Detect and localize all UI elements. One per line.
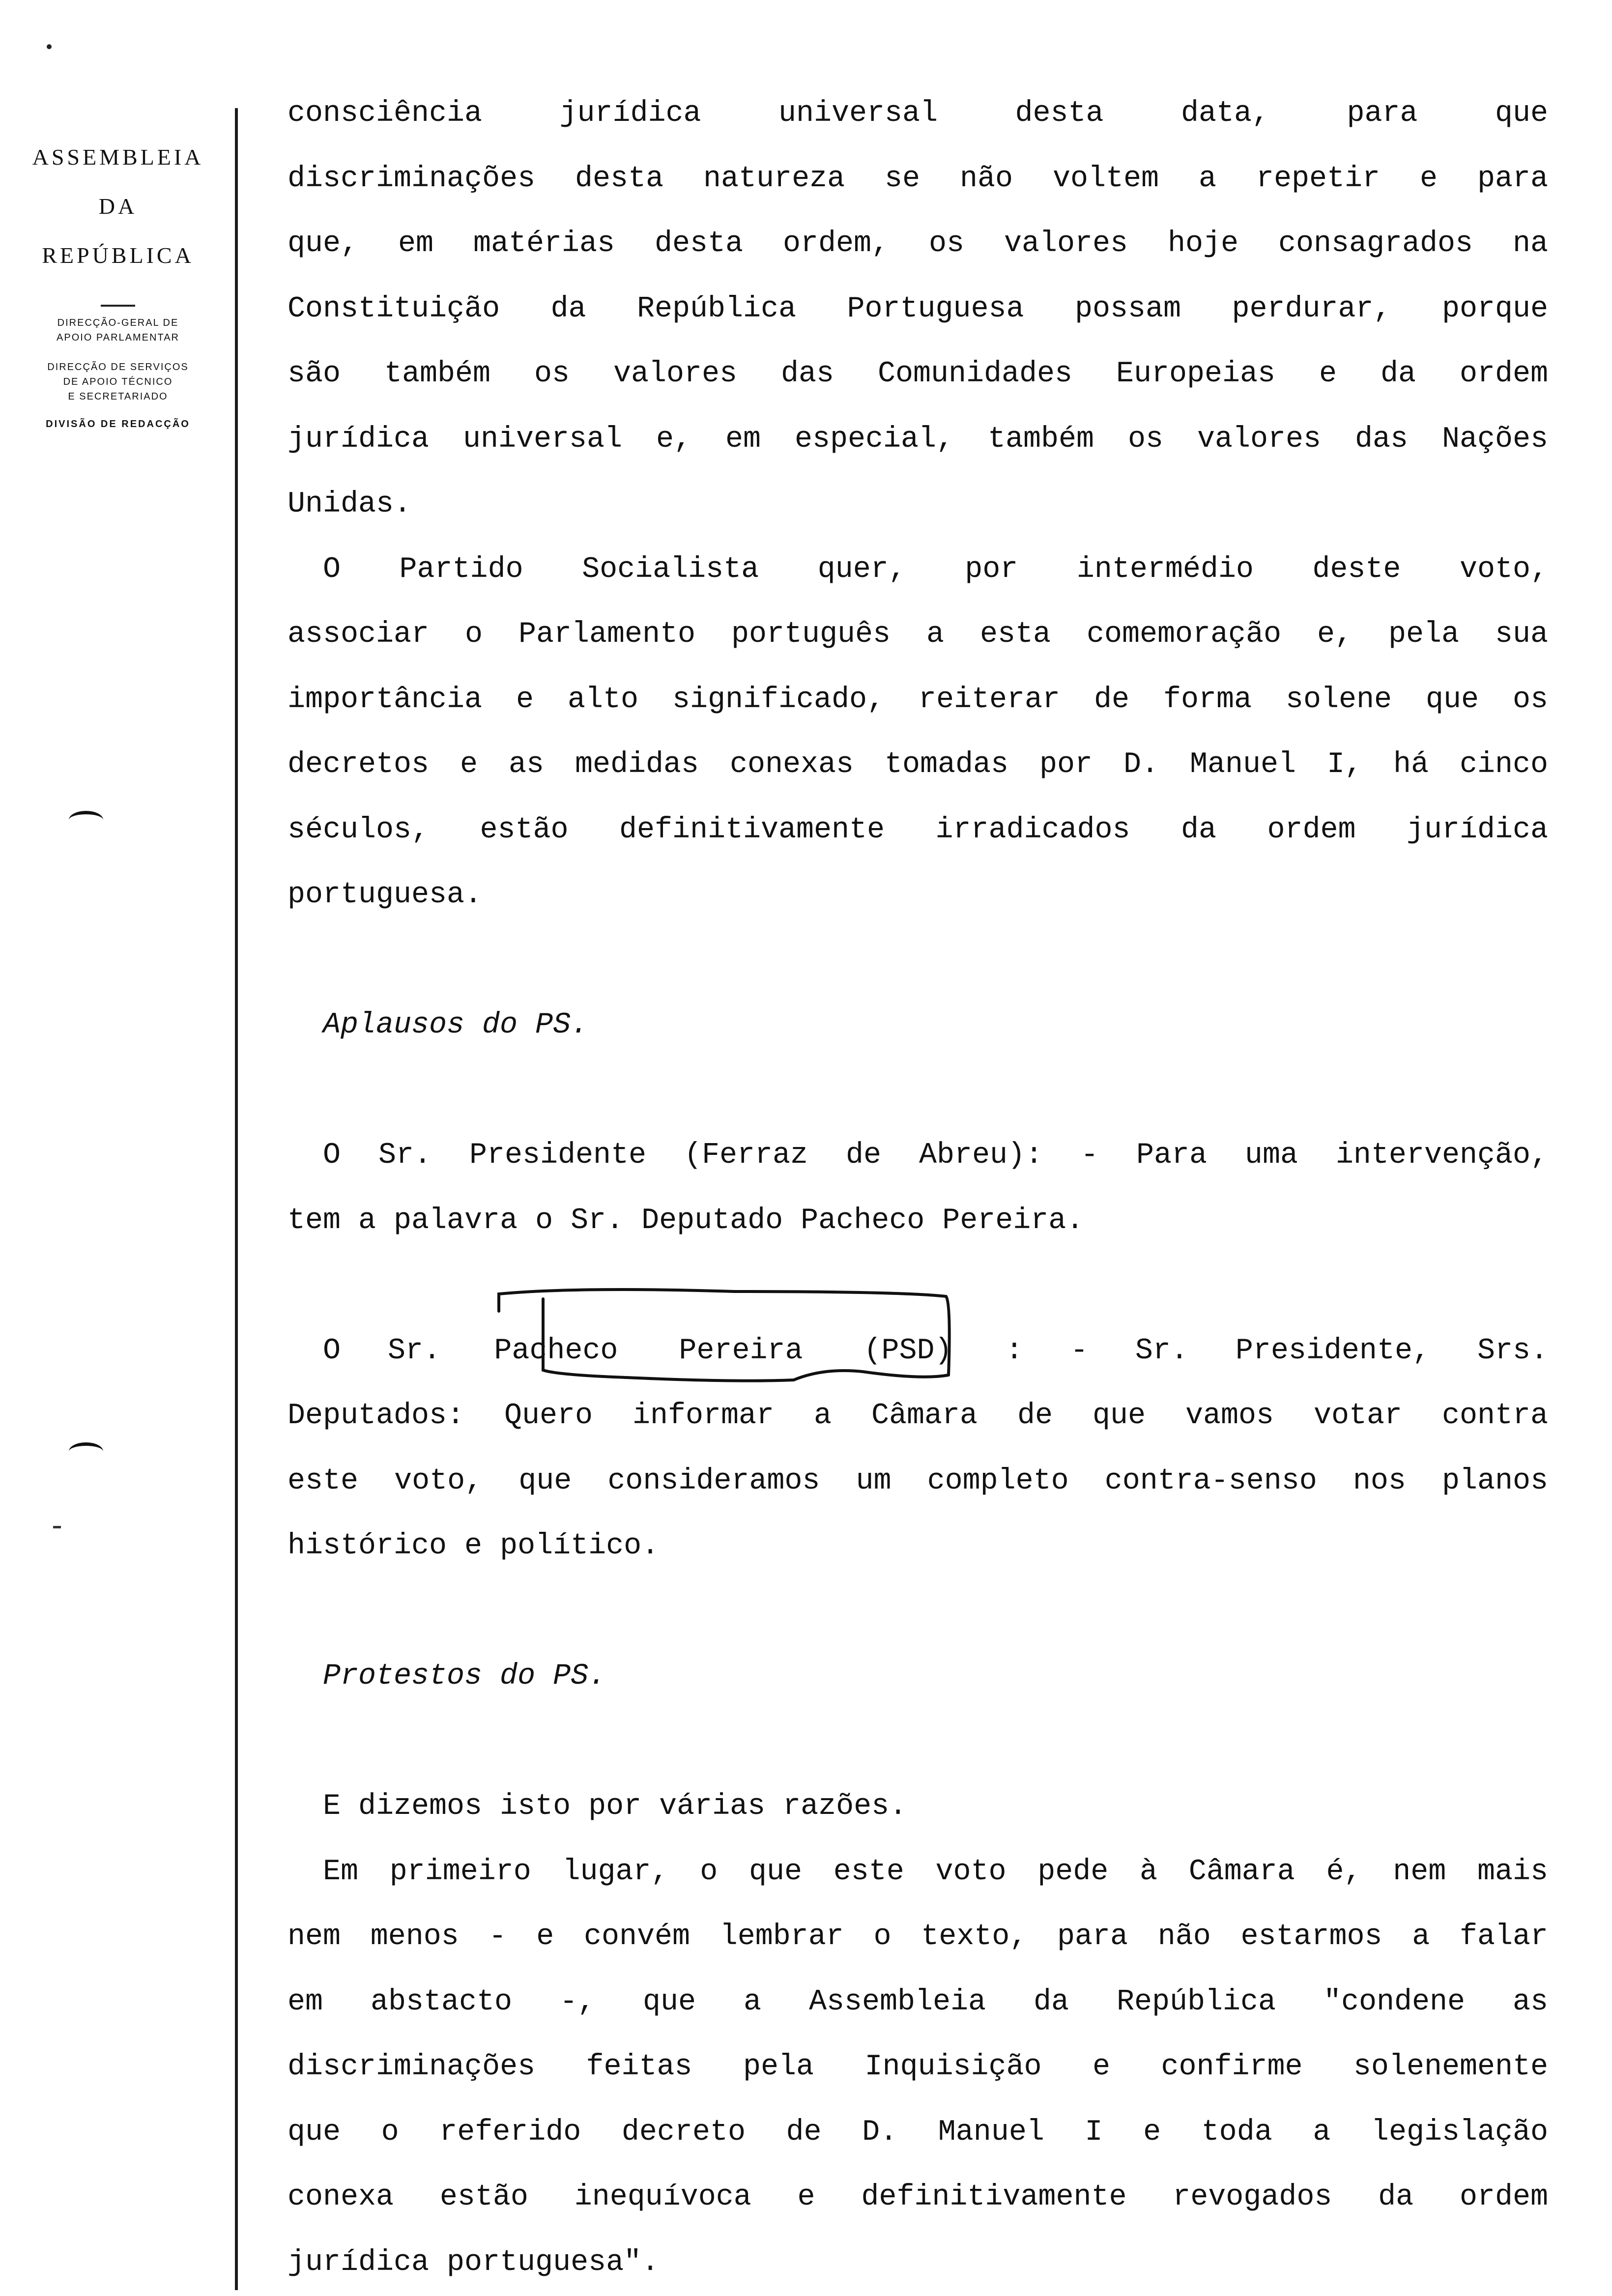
department-line: DIRECÇÃO DE SERVIÇOS [47, 362, 189, 373]
text-line: decretos e as medidas conexas tomadas por D. Manuel I, há cinco [288, 748, 1548, 781]
text-line: jurídica portuguesa". [288, 2245, 660, 2279]
department-line: DIRECÇÃO-GERAL DE [57, 317, 179, 328]
scan-tick [53, 1526, 61, 1528]
text-line: portuguesa. [288, 878, 483, 912]
handwritten-box-annotation [479, 1284, 980, 1387]
department-line: E SECRETARIADO [68, 391, 168, 402]
department-line: APOIO PARLAMENTAR [57, 332, 179, 343]
text-line: que, em matérias desta ordem, os valores hoje consagrados na [288, 227, 1548, 260]
text-line: conexa estão inequívoca e definitivamente revogados da ordem [288, 2181, 1548, 2214]
text-line: são também os valores das Comunidades Europeias e da ordem [288, 357, 1548, 391]
stage-direction: Protestos do PS. [323, 1660, 606, 1693]
text-line: séculos, estão definitivamente irradicados da ordem jurídica [288, 813, 1548, 847]
text-line: Deputados: Quero informar a Câmara de que vamos votar contra [288, 1399, 1548, 1433]
text-line: E dizemos isto por várias razões. [323, 1790, 907, 1823]
text-line: em abstacto -, que a Assembleia da República "condene as [288, 1985, 1548, 2019]
speaker-prefix: O Sr. [323, 1334, 441, 1368]
text-line: importância e alto significado, reiterar de forma solene que os [288, 683, 1548, 717]
text-line: nem menos - e convém lembrar o texto, para não estarmos a falar [288, 1920, 1548, 1953]
letterhead-line-3: REPÚBLICA [42, 243, 194, 268]
stage-direction: Aplausos do PS. [323, 1008, 589, 1042]
scan-dot [47, 44, 52, 49]
letterhead-divider [101, 305, 135, 307]
text-line: que o referido decreto de D. Manuel I e toda a legislação [288, 2115, 1548, 2149]
letterhead-line-2: DA [98, 194, 138, 219]
speaker-name: Pacheco Pereira (PSD) [494, 1319, 952, 1384]
text-line: histórico e político. [288, 1529, 660, 1563]
speaker-line [288, 1319, 1548, 1384]
transcript-body [288, 81, 1548, 2295]
text-line: Constituição da República Portuguesa possam perdurar, porque [288, 292, 1548, 326]
division-label: DIVISÃO DE REDACÇÃO [46, 419, 190, 430]
department-line: DE APOIO TÉCNICO [63, 376, 173, 387]
text-line: tem a palavra o Sr. Deputado Pacheco Pereira. [288, 1204, 1084, 1237]
letterhead [10, 133, 226, 430]
text-line: O Sr. Presidente (Ferraz de Abreu): - Para uma intervenção, [323, 1139, 1548, 1172]
text-line: consciência jurídica universal desta data, para que [288, 97, 1548, 130]
text-line: Em primeiro lugar, o que este voto pede à Câmara é, nem mais [323, 1855, 1548, 1889]
text-line: discriminações desta natureza se não voltem a repetir e para [288, 162, 1548, 196]
text-line: este voto, que consideramos um completo contra-senso nos planos [288, 1464, 1548, 1498]
letterhead-line-1: ASSEMBLEIA [32, 144, 204, 170]
margin-rule [235, 108, 238, 2290]
speaker-suffix: : - Sr. Presidente, Srs. [1005, 1334, 1548, 1368]
text-line: Unidas. [288, 488, 412, 521]
hole-punch-mark [69, 811, 103, 829]
hole-punch-mark [69, 1442, 103, 1461]
text-line: jurídica universal e, em especial, também os valores das Nações [288, 422, 1548, 456]
text-line: associar o Parlamento português a esta comemoração e, pela sua [288, 618, 1548, 651]
text-line: discriminações feitas pela Inquisição e confirme solenemente [288, 2050, 1548, 2084]
text-line: O Partido Socialista quer, por intermédio deste voto, [323, 552, 1548, 586]
